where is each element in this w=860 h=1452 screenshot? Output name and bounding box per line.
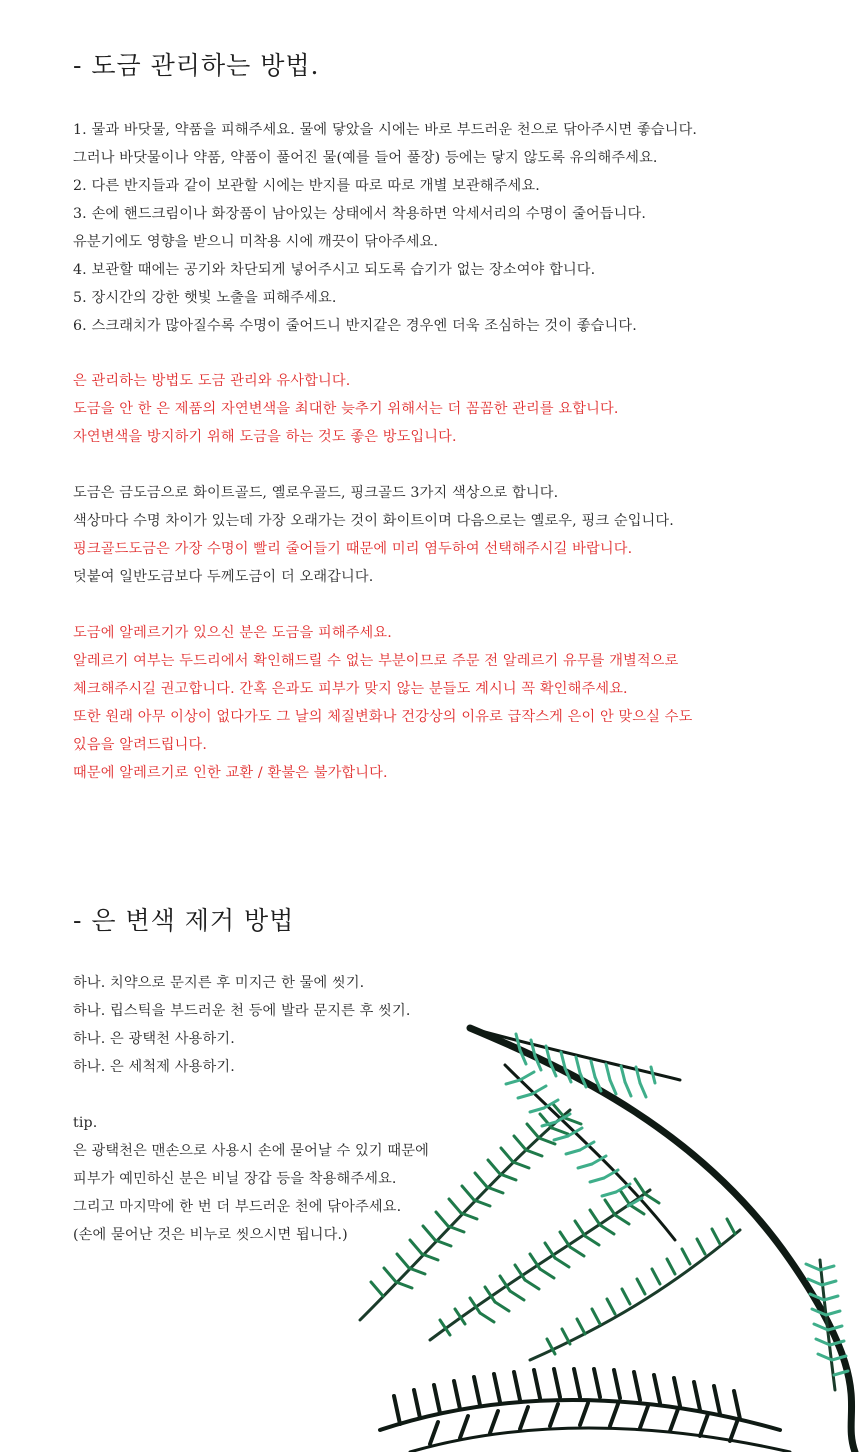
- care-item: 4. 보관할 때에는 공기와 차단되게 넣어주시고 되도록 습기가 없는 장소여야 합니다.: [73, 262, 596, 278]
- note-line: 도금을 안 한 은 제품의 자연변색을 최대한 늦추기 위해서는 더 꼼꼼한 관리를 요합니다.: [73, 401, 619, 417]
- care-item: 5. 장시간의 강한 햇빛 노출을 피해주세요.: [73, 290, 337, 306]
- warning-line: 있음을 알려드립니다.: [73, 737, 208, 753]
- silver-care-note: [73, 367, 619, 451]
- tarnish-removal-methods: [73, 969, 411, 1081]
- plating-colors-info: [73, 479, 674, 591]
- care-item: 2. 다른 반지들과 같이 보관할 시에는 반지를 따로 따로 개별 보관해주세요.: [73, 178, 540, 194]
- note-line: 자연변색을 방지하기 위해 도금을 하는 것도 좋은 방도입니다.: [73, 429, 457, 445]
- info-line: 색상마다 수명 차이가 있는데 가장 오래가는 것이 화이트이며 다음으로는 옐로우, 핑크 순입니다.: [73, 513, 674, 529]
- tip-line: 은 광택천은 맨손으로 사용시 손에 묻어날 수 있기 때문에: [73, 1143, 429, 1159]
- info-line: 도금은 금도금으로 화이트골드, 옐로우골드, 핑크골드 3가지 색상으로 합니다.: [73, 485, 559, 501]
- tip-label: tip.: [73, 1115, 98, 1131]
- method-item: 하나. 은 세척제 사용하기.: [73, 1059, 235, 1075]
- care-item: 그러나 바닷물이나 약품, 약품이 풀어진 물(예를 들어 풀장) 등에는 닿지 않도록 유의해주세요.: [73, 150, 658, 166]
- allergy-warning: [73, 619, 692, 787]
- method-item: 하나. 은 광택천 사용하기.: [73, 1031, 235, 1047]
- tip-line: 피부가 예민하신 분은 비닐 장갑 등을 착용해주세요.: [73, 1171, 397, 1187]
- note-line: 은 관리하는 방법도 도금 관리와 유사합니다.: [73, 373, 351, 389]
- warning-line: 또한 원래 아무 이상이 없다가도 그 날의 체질변화나 건강상의 이유로 급작스게 은이 안 맞으실 수도: [73, 709, 693, 725]
- tarnish-removal-heading: - 은 변색 제거 방법: [73, 906, 295, 935]
- tip-section: [73, 1109, 429, 1249]
- care-item: 3. 손에 핸드크림이나 화장품이 남아있는 상태에서 착용하면 악세서리의 수명이 줄어듭니다.: [73, 206, 647, 222]
- tip-line: 그리고 마지막에 한 번 더 부드러운 천에 닦아주세요.: [73, 1199, 402, 1215]
- warning-line: 도금에 알레르기가 있으신 분은 도금을 피해주세요.: [73, 625, 392, 641]
- warning-line: 체크해주시길 권고합니다. 간혹 은과도 피부가 맞지 않는 분들도 계시니 꼭 확인해주세요.: [73, 681, 628, 697]
- method-item: 하나. 립스틱을 부드러운 천 등에 발라 문지른 후 씻기.: [73, 1003, 411, 1019]
- method-item: 하나. 치약으로 문지른 후 미지근 한 물에 씻기.: [73, 975, 365, 991]
- pink-gold-warning: 핑크골드도금은 가장 수명이 빨리 줄어들기 때문에 미리 염두하여 선택해주시길 바랍니다.: [73, 541, 633, 557]
- warning-line: 알레르기 여부는 두드리에서 확인해드릴 수 없는 부분이므로 주문 전 알레르기 유무를 개별적으로: [73, 653, 679, 669]
- care-instructions-list: [73, 116, 697, 340]
- thickness-note: 덧붙여 일반도금보다 두께도금이 더 오래갑니다.: [73, 569, 374, 585]
- tip-line: (손에 묻어난 것은 비누로 씻으시면 됩니다.): [73, 1227, 348, 1243]
- plating-care-heading: - 도금 관리하는 방법.: [73, 51, 320, 80]
- care-item: 1. 물과 바닷물, 약품을 피해주세요. 물에 닿았을 시에는 바로 부드러운 천으로 닦아주시면 좋습니다.: [73, 122, 698, 138]
- care-item: 6. 스크래치가 많아질수록 수명이 줄어드니 반지같은 경우엔 더욱 조심하는 것이 좋습니다.: [73, 318, 637, 334]
- care-item: 유분기에도 영향을 받으니 미착용 시에 깨끗이 닦아주세요.: [73, 234, 439, 250]
- warning-line: 때문에 알레르기로 인한 교환 / 환불은 불가합니다.: [73, 765, 388, 781]
